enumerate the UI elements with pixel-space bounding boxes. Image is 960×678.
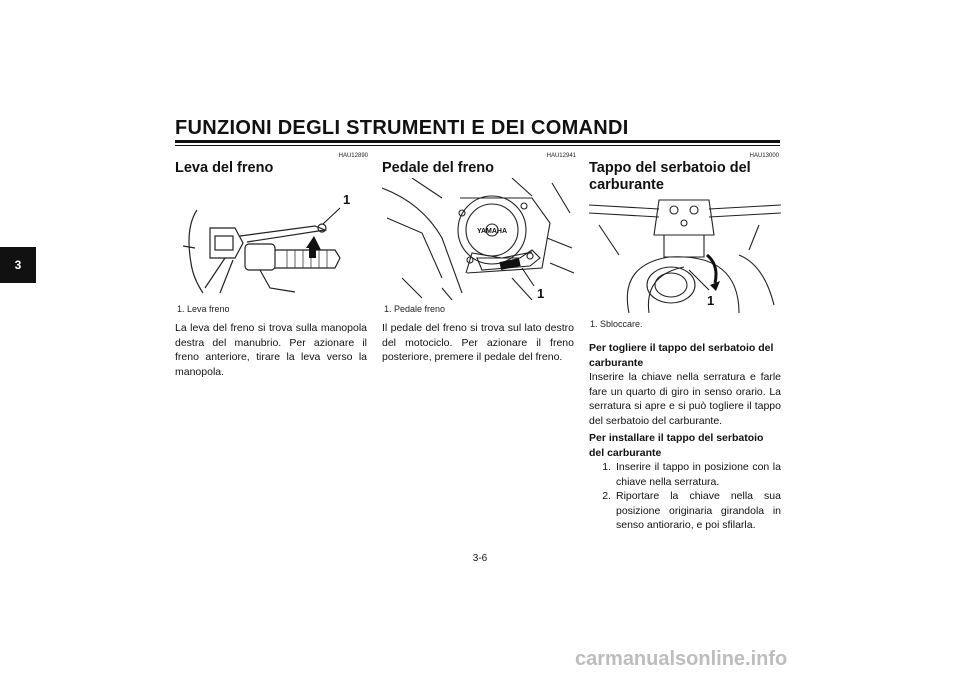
list-item: [589, 460, 781, 489]
section-title-brake-pedal: Pedale del freno: [382, 160, 495, 176]
figure-callout-number: 1: [537, 286, 545, 301]
install-steps-list: [589, 460, 781, 533]
watermark-text: carmanualsonline.info: [575, 648, 788, 670]
body-paragraph: La leva del freno si trova sulla manopola destra del manubrio. Per azionare il freno anteriore, tirare la leva verso la manopola.: [175, 322, 367, 378]
brake-pedal-illustration: [382, 178, 574, 300]
header-rule-thin: [175, 145, 780, 146]
step-number: 2.: [602, 490, 611, 502]
engine-brand-text: YAMAHA: [476, 228, 508, 235]
section-title-fuel-cap: Tappo del serbatoio del carburante: [589, 160, 751, 193]
subsection-title-remove-cap: Per togliere il tappo del serbatoio del carburante: [589, 342, 774, 369]
brake-pedal-figure: [382, 178, 574, 300]
body-paragraph: Il pedale del freno si trova sul lato destro del motociclo. Per azionare il freno posteriore, premere il pedale del freno.: [382, 322, 574, 363]
figure-caption: 1. Pedale freno: [384, 304, 446, 314]
step-number: 1.: [602, 461, 611, 473]
brake-lever-figure: [175, 188, 367, 298]
figure-caption: 1. Sbloccare.: [590, 319, 643, 329]
page-number: 3-6: [472, 553, 488, 564]
header-rule: [175, 140, 780, 143]
step-text: Riportare la chiave nella sua posizione originaria girandola in senso antiorario, e poi sfilarla.: [616, 490, 781, 531]
step-text: Inserire il tappo in posizione con la chiave nella serratura.: [616, 461, 781, 488]
figure-callout-number: 1: [707, 293, 715, 308]
section-code: HAU12890: [338, 153, 368, 159]
body-paragraph: Inserire la chiave nella serratura e farle fare un quarto di giro in senso orario. La serratura si apre e si può togliere il tappo del serbatoio del carburante.: [589, 371, 781, 427]
subsection-title-install-cap: Per installare il tappo del serbatoio del carburante: [589, 432, 764, 459]
list-item: [589, 489, 781, 533]
page-header-title: FUNZIONI DEGLI STRUMENTI E DEI COMANDI: [175, 117, 629, 139]
section-code: HAU12941: [546, 153, 576, 159]
brake-lever-illustration: [175, 188, 367, 298]
section-title-brake-lever: Leva del freno: [175, 160, 274, 176]
fuel-cap-illustration: [589, 195, 781, 313]
chapter-tab: 3: [0, 247, 36, 283]
section-code: HAU13000: [749, 153, 779, 159]
fuel-cap-figure: [589, 195, 781, 313]
figure-callout-number: 1: [343, 192, 351, 207]
figure-caption: 1. Leva freno: [177, 304, 230, 314]
